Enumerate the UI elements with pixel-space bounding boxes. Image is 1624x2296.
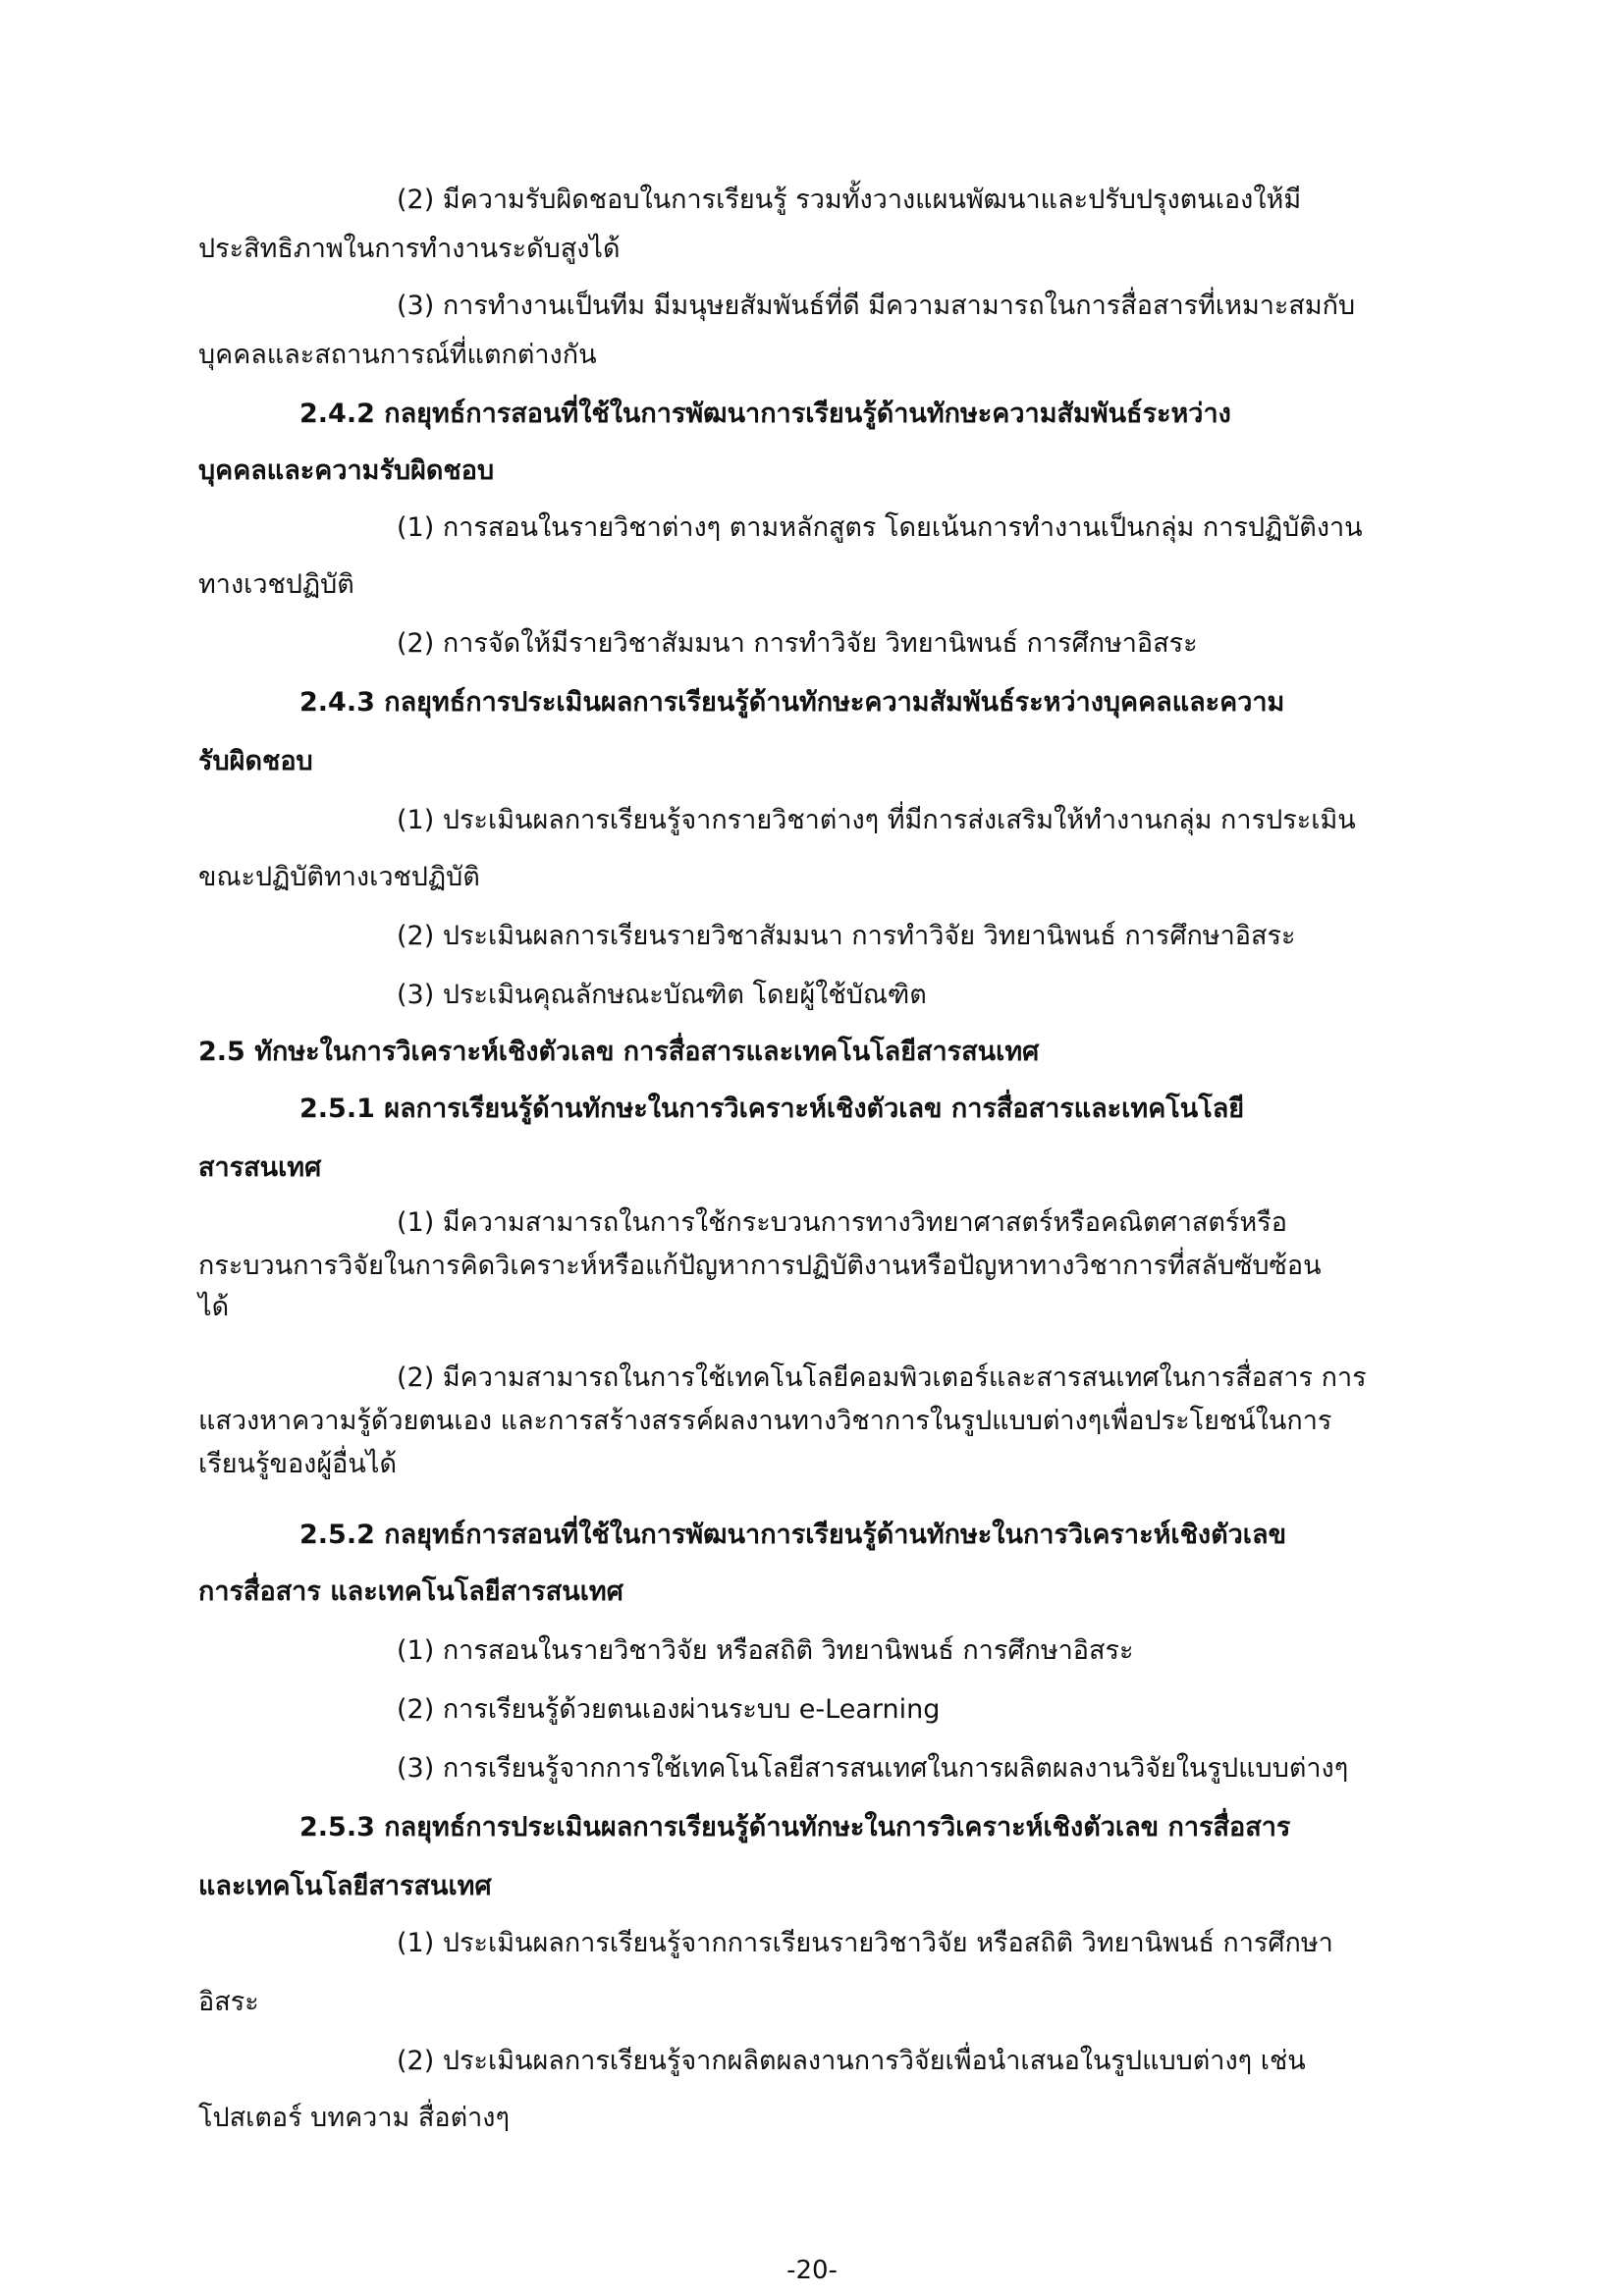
- text-line: ทางเวชปฏิบัติ: [198, 569, 354, 600]
- text-line: แสวงหาความรู้ด้วยตนเอง และการสร้างสรรค์ผลงานทางวิชาการในรูปแบบต่างๆเพื่อประโยชน์ในการ: [198, 1406, 1332, 1436]
- text-line: อิสระ: [198, 1987, 259, 2017]
- text-line: เรียนรู้ของผู้อื่นได้: [198, 1449, 397, 1479]
- text-line: (2) การเรียนรู้ด้วยตนเองผ่านระบบ e-Learning: [397, 1694, 941, 1725]
- text-line: (3) การทำงานเป็นทีม มีมนุษยสัมพันธ์ที่ดี มีความสามารถในการสื่อสารที่เหมาะสมกับ: [397, 291, 1356, 321]
- section-heading-2-5-2-cont: การสื่อสาร และเทคโนโลยีสารสนเทศ: [198, 1576, 623, 1607]
- text-line: (3) การเรียนรู้จากการใช้เทคโนโลยีสารสนเทศในการผลิตผลงานวิจัยในรูปแบบต่างๆ: [397, 1753, 1349, 1784]
- section-heading-2-5-3: 2.5.3 กลยุทธ์การประเมินผลการเรียนรู้ด้านทักษะในการวิเคราะห์เชิงตัวเลข การสื่อสาร: [299, 1812, 1291, 1842]
- page-number: -20-: [786, 2256, 838, 2285]
- text-line: (3) ประเมินคุณลักษณะบัณฑิต โดยผู้ใช้บัณฑิต: [397, 980, 927, 1010]
- section-heading-2-5-1: 2.5.1 ผลการเรียนรู้ด้านทักษะในการวิเคราะห์เชิงตัวเลข การสื่อสารและเทคโนโลยี: [299, 1094, 1245, 1124]
- text-line: (2) มีความรับผิดชอบในการเรียนรู้ รวมทั้งวางแผนพัฒนาและปรับปรุงตนเองให้มี: [397, 185, 1302, 215]
- text-line: (2) การจัดให้มีรายวิชาสัมมนา การทำวิจัย วิทยานิพนธ์ การศึกษาอิสระ: [397, 628, 1198, 659]
- text-line: โปสเตอร์ บทความ สื่อต่างๆ: [198, 2103, 510, 2133]
- text-line: บุคคลและสถานการณ์ที่แตกต่างกัน: [198, 340, 597, 370]
- text-line: (1) การสอนในรายวิชาวิจัย หรือสถิติ วิทยานิพนธ์ การศึกษาอิสระ: [397, 1635, 1134, 1666]
- text-line: (2) มีความสามารถในการใช้เทคโนโลยีคอมพิวเตอร์และสารสนเทศในการสื่อสาร การ: [397, 1362, 1367, 1393]
- section-heading-2-4-3-cont: รับผิดชอบ: [198, 746, 313, 776]
- text-line: (2) ประเมินผลการเรียนรู้จากผลิตผลงานการวิจัยเพื่อนำเสนอในรูปแบบต่างๆ เช่น: [397, 2046, 1306, 2076]
- text-line: ได้: [198, 1292, 230, 1322]
- text-line: (1) ประเมินผลการเรียนรู้จากการเรียนรายวิชาวิจัย หรือสถิติ วิทยานิพนธ์ การศึกษา: [397, 1928, 1333, 1958]
- text-line: ขณะปฏิบัติทางเวชปฏิบัติ: [198, 862, 480, 892]
- text-line: (1) มีความสามารถในการใช้กระบวนการทางวิทยาศาสตร์หรือคณิตศาสตร์หรือ: [397, 1207, 1287, 1238]
- text-line: (2) ประเมินผลการเรียนรายวิชาสัมมนา การทำวิจัย วิทยานิพนธ์ การศึกษาอิสระ: [397, 921, 1296, 951]
- section-heading-2-5: 2.5 ทักษะในการวิเคราะห์เชิงตัวเลข การสื่อสารและเทคโนโลยีสารสนเทศ: [198, 1037, 1040, 1067]
- text-line: (1) การสอนในรายวิชาต่างๆ ตามหลักสูตร โดยเน้นการทำงานเป็นกลุ่ม การปฏิบัติงาน: [397, 512, 1363, 543]
- section-heading-2-5-1-cont: สารสนเทศ: [198, 1152, 322, 1183]
- section-heading-2-4-2: 2.4.2 กลยุทธ์การสอนที่ใช้ในการพัฒนาการเรียนรู้ด้านทักษะความสัมพันธ์ระหว่าง: [299, 399, 1231, 429]
- section-heading-2-4-2-cont: บุคคลและความรับผิดชอบ: [198, 455, 495, 486]
- section-heading-2-5-3-cont: และเทคโนโลยีสารสนเทศ: [198, 1871, 492, 1901]
- text-line: (1) ประเมินผลการเรียนรู้จากรายวิชาต่างๆ ที่มีการส่งเสริมให้ทำงานกลุ่ม การประเมิน: [397, 805, 1356, 835]
- text-line: ประสิทธิภาพในการทำงานระดับสูงได้: [198, 234, 621, 264]
- section-heading-2-4-3: 2.4.3 กลยุทธ์การประเมินผลการเรียนรู้ด้านทักษะความสัมพันธ์ระหว่างบุคคลและความ: [299, 687, 1285, 718]
- section-heading-2-5-2: 2.5.2 กลยุทธ์การสอนที่ใช้ในการพัฒนาการเรียนรู้ด้านทักษะในการวิเคราะห์เชิงตัวเลข: [299, 1520, 1287, 1550]
- text-line: กระบวนการวิจัยในการคิดวิเคราะห์หรือแก้ปัญหาการปฏิบัติงานหรือปัญหาทางวิชาการที่สลับซับซ้อน: [198, 1251, 1322, 1281]
